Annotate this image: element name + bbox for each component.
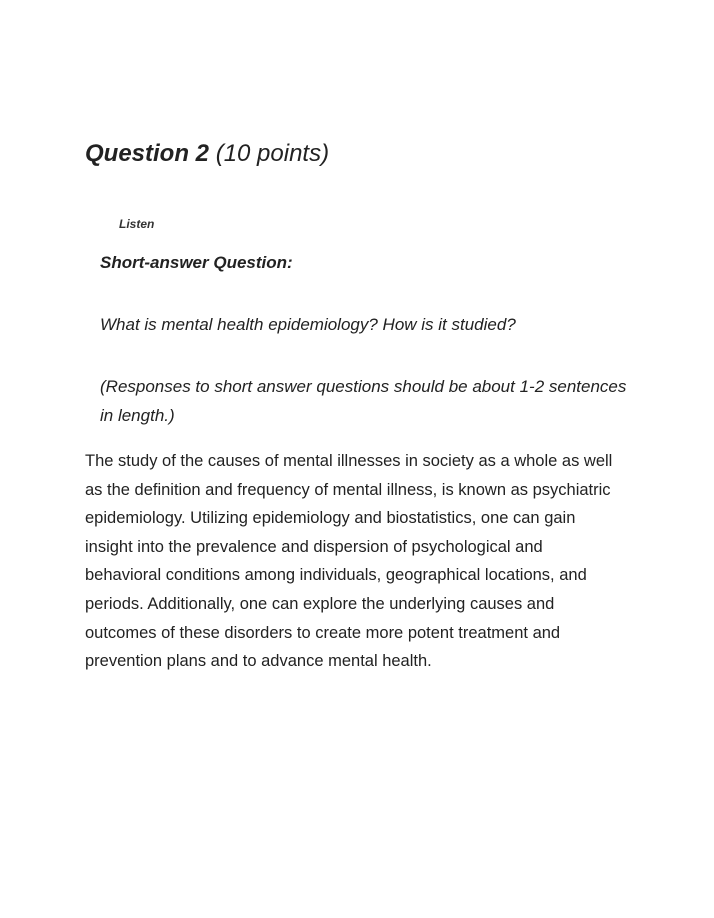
answer-line: insight into the prevalence and dispersion of psychological and (85, 537, 543, 556)
answer-line: prevention plans and to advance mental health. (85, 652, 432, 671)
question-title: Question 2 (85, 140, 210, 167)
answer-text (85, 447, 645, 676)
question-prompt: What is mental health epidemiology? How is it studied? (100, 315, 516, 334)
question-type-label: Short-answer Question: (100, 253, 293, 272)
answer-line: periods. Additionally, one can explore the underlying causes and (85, 594, 555, 613)
response-length-note (100, 372, 645, 430)
listen-button[interactable]: Listen (119, 217, 155, 231)
answer-line: epidemiology. Utilizing epidemiology and biostatistics, one can gain (85, 509, 576, 528)
answer-line: behavioral conditions among individuals, geographical locations, and (85, 566, 587, 585)
answer-line: The study of the causes of mental illnesses in society as a whole as well (85, 452, 613, 470)
note-line: (Responses to short answer questions should be about 1-2 sentences (100, 377, 627, 396)
question-header (85, 139, 329, 169)
answer-line: as the definition and frequency of mental illness, is known as psychiatric (85, 480, 611, 499)
note-line: in length.) (100, 406, 175, 425)
question-points: (10 points) (215, 140, 330, 167)
answer-line: outcomes of these disorders to create more potent treatment and (85, 623, 561, 642)
